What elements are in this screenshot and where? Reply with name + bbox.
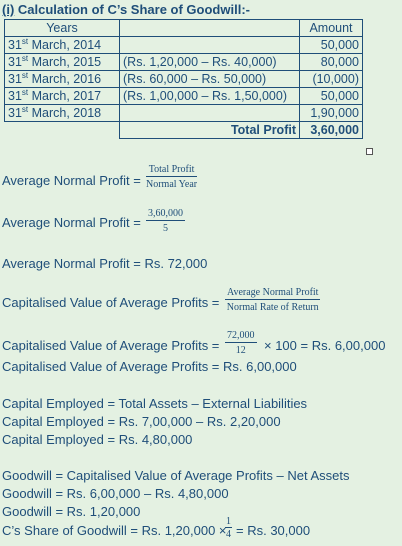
cv-formula-label: Capitalised Value of Average Profits = xyxy=(2,295,220,310)
anp-values-fraction xyxy=(146,208,185,234)
note-cell: (Rs. 60,000 – Rs. 50,000) xyxy=(120,71,300,88)
resize-handle[interactable] xyxy=(366,148,373,155)
cv-values-label: Capitalised Value of Average Profits = xyxy=(2,338,220,353)
fraction-denominator: 5 xyxy=(163,223,168,234)
ce-values: Capital Employed = Rs. 7,00,000 – Rs. 2,20,000 xyxy=(2,414,281,429)
ce-formula: Capital Employed = Total Assets – External Liabilities xyxy=(2,396,308,411)
share-fraction xyxy=(225,516,232,540)
fraction-numerator: 72,000 xyxy=(227,330,255,341)
year-cell: 31st March, 2016 xyxy=(5,71,120,88)
amount-cell: 50,000 xyxy=(300,37,363,54)
table-row xyxy=(5,105,363,122)
total-value: 3,60,000 xyxy=(300,122,363,139)
anp-values-label: Average Normal Profit = xyxy=(2,215,141,230)
fraction-numerator: Total Profit xyxy=(146,164,197,177)
cv-values-result: × 100 = Rs. 6,00,000 xyxy=(264,338,386,353)
note-cell xyxy=(120,105,300,122)
anp-result: Average Normal Profit = Rs. 72,000 xyxy=(2,256,208,271)
year-cell: 31st March, 2015 xyxy=(5,54,120,71)
note-cell xyxy=(120,37,300,54)
anp-formula-label: Average Normal Profit = xyxy=(2,173,141,188)
header-note xyxy=(120,20,300,37)
table-row xyxy=(5,54,363,71)
ce-result: Capital Employed = Rs. 4,80,000 xyxy=(2,432,193,447)
amount-cell: 80,000 xyxy=(300,54,363,71)
fraction-numerator: 3,60,000 xyxy=(148,208,183,219)
cv-formula-fraction xyxy=(225,287,320,313)
amount-cell: (10,000) xyxy=(300,71,363,88)
year-cell: 31st March, 2017 xyxy=(5,88,120,105)
fraction-numerator: Average Normal Profit xyxy=(227,287,319,298)
cv-values-fraction xyxy=(225,330,257,356)
fraction-denominator: Normal Year xyxy=(146,179,198,190)
table-row xyxy=(5,71,363,88)
table-row xyxy=(5,88,363,105)
table-row xyxy=(5,37,363,54)
total-spacer xyxy=(5,122,120,139)
note-cell: (Rs. 1,20,000 – Rs. 40,000) xyxy=(120,54,300,71)
year-cell: 31st March, 2014 xyxy=(5,37,120,54)
share-result: = Rs. 30,000 xyxy=(236,523,311,538)
anp-formula-fraction xyxy=(146,164,197,190)
gw-result: Goodwill = Rs. 1,20,000 xyxy=(2,504,141,519)
gw-values: Goodwill = Rs. 6,00,000 – Rs. 4,80,000 xyxy=(2,486,229,501)
cv-result: Capitalised Value of Average Profits = Rs. 6,00,000 xyxy=(2,359,297,374)
section-title xyxy=(2,2,250,17)
section-number: (i) xyxy=(2,2,15,17)
total-row xyxy=(5,122,363,139)
fraction-denominator: Normal Rate of Return xyxy=(226,302,319,313)
header-amount: Amount xyxy=(300,20,363,37)
note-cell: (Rs. 1,00,000 – Rs. 1,50,000) xyxy=(120,88,300,105)
year-cell: 31st March, 2018 xyxy=(5,105,120,122)
fraction-numerator: 1 xyxy=(226,516,231,527)
amount-cell: 50,000 xyxy=(300,88,363,105)
fraction-denominator: 12 xyxy=(235,345,246,356)
section-title-text: Calculation of C’s Share of Goodwill:- xyxy=(14,2,250,17)
goodwill-table xyxy=(4,19,363,139)
share-label: C’s Share of Goodwill = Rs. 1,20,000 × xyxy=(2,523,227,538)
gw-formula: Goodwill = Capitalised Value of Average Profits – Net Assets xyxy=(2,468,350,483)
fraction-denominator: 4 xyxy=(226,529,231,540)
table-header-row xyxy=(5,20,363,37)
total-label: Total Profit xyxy=(120,122,300,139)
amount-cell: 1,90,000 xyxy=(300,105,363,122)
header-years: Years xyxy=(5,20,120,37)
